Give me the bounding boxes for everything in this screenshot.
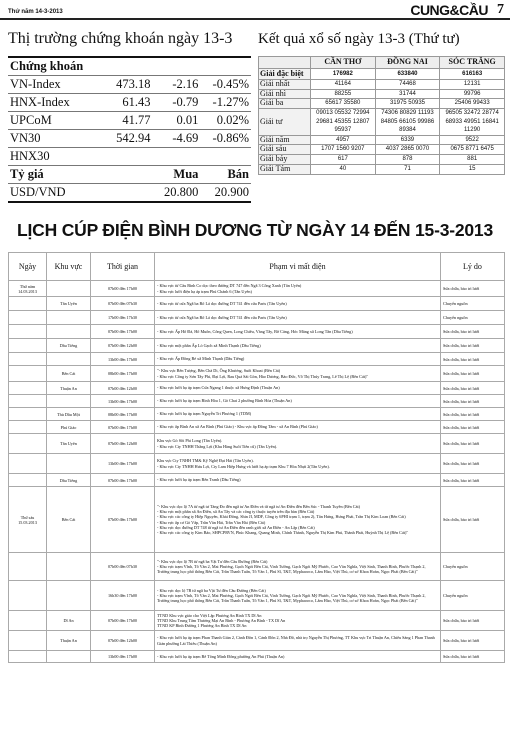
stock-value: 41.77 [104, 112, 152, 130]
page-number: 7 [497, 2, 504, 17]
prize-numbers: 96505 32472 28774 68933 49951 16841 11290 [440, 109, 505, 136]
schedule-day [9, 553, 47, 581]
stock-title: Thị trường chứng khoán ngày 13-3 [8, 30, 233, 47]
col-header-time: Thời gian [91, 253, 155, 281]
schedule-day [9, 631, 47, 651]
schedule-area: Thuận An [47, 631, 91, 651]
schedule-scope: - Khu vực lưới hạ áp trạm Bến Tranh (Dầu Tiếng) [155, 474, 441, 487]
schedule-scope: "- Khu vực dọc lộ 7B từ ngã ba Vật Tư đến Cầu Đường (Bến Cát) - Khu vực trạm Vĩnh, Tô Văn 2, Mai Phương, Gạch Ngói Bến Cát, Vinh Tường, Gạch Ngói Mỹ Phước, Cao Văn Nghĩa, Việt Sinh, Thanh Bình, Phước Thạnh 2, Trường trung học phổ thông Bến Cát, Trần Thanh Tuấn, Tô Văn 1, Phú Sĩ, T&T, Myphaooco, Lâm Hào, Việt Thủ, cơ sở Khoa Hoàn, Ngọc Phát (Bến Cát)" [155, 553, 441, 581]
prize-numbers: 31744 [375, 89, 440, 99]
prize-label: Giải bảy [259, 155, 311, 165]
prize-numbers: 6339 [375, 135, 440, 145]
stock-name: VN-Index [8, 76, 104, 94]
prize-numbers: 4037 2865 0070 [375, 145, 440, 155]
schedule-scope: - Khu vực lưới hạ áp trạm Phan Thanh Giản 2, Cảnh Đôn 1, Cảnh Đôn 2, Nhà Đô, nhà trọ Nguyễn Thị Phương, TT Khu vực Tri Thuận An, Chiếu Sáng 1 Phan Thanh Giản phường Lái Thiêu (Thuận An) [155, 631, 441, 651]
stock-change [152, 57, 200, 76]
stock-value: 542.94 [104, 130, 152, 148]
brand-logo: CUNG&CẦU [410, 2, 488, 18]
stock-value [104, 57, 152, 76]
schedule-time: 07h00 đến 12h00 [91, 382, 155, 395]
schedule-time: 13h00 đến 17h00 [91, 651, 155, 663]
schedule-reason: Sửa chữa, bảo trì lưới [441, 611, 505, 631]
schedule-row [9, 581, 505, 611]
stock-row [8, 184, 251, 203]
schedule-day [9, 353, 47, 366]
schedule-area: Dầu Tiếng [47, 474, 91, 487]
schedule-reason: Sửa chữa, bảo trì lưới [441, 454, 505, 474]
schedule-time: 07h00 đến 12h00 [91, 631, 155, 651]
header-rule [0, 18, 510, 20]
prize-numbers: 74468 [375, 80, 440, 90]
stock-percent [200, 57, 251, 76]
col-header-scope: Phạm vi mất điện [155, 253, 441, 281]
schedule-row [9, 408, 505, 421]
schedule-row [9, 553, 505, 581]
schedule-day [9, 382, 47, 395]
prize-numbers: 74306 80829 11193 84805 66105 99986 89384 [375, 109, 440, 136]
schedule-reason: Sửa chữa, bảo trì lưới [441, 395, 505, 408]
schedule-reason: Chuyển nguồn [441, 553, 505, 581]
prize-numbers: 15 [440, 165, 505, 175]
stock-change: 20.800 [152, 184, 200, 203]
schedule-reason: Chuyển nguồn [441, 311, 505, 325]
stock-percent: -0.86% [200, 130, 251, 148]
stock-name: HNX30 [8, 148, 104, 166]
schedule-day [9, 297, 47, 311]
schedule-time: 13h00 đến 17h00 [91, 395, 155, 408]
schedule-area [47, 651, 91, 663]
schedule-area [47, 325, 91, 339]
schedule-scope: TTND Khu vực giáo cho Việt Lập Phương An Bình TX Dĩ An TTND Khu Trung Tâm Thương Mại An Bình - Phương An Bình - TX Dĩ An TTND KP Bình Đường 1 Phương An Bình TX Dĩ An [155, 611, 441, 631]
stock-change: Mua [152, 166, 200, 184]
schedule-area: Thủ Dầu Một [47, 408, 91, 421]
schedule-scope: - Khu vực từ cửa Ngã ba Bố Lá dọc đường DT 741 đến cửa Paris (Tân Uyên) [155, 297, 441, 311]
lottery-row [259, 89, 505, 99]
stock-name: USD/VND [8, 184, 104, 203]
stock-row [8, 76, 251, 94]
lottery-row [259, 155, 505, 165]
schedule-time: 13h00 đến 17h00 [91, 353, 155, 366]
stock-change: -0.79 [152, 94, 200, 112]
schedule-area: Thuận An [47, 382, 91, 395]
schedule-row [9, 421, 505, 434]
prize-numbers: 41164 [311, 80, 376, 90]
power-schedule-table [8, 252, 505, 663]
schedule-area [47, 395, 91, 408]
lottery-table [258, 56, 505, 175]
prize-label: Giải sáu [259, 145, 311, 155]
stock-value [104, 184, 152, 203]
prize-label: Giải nhất [259, 80, 311, 90]
lottery-row [259, 80, 505, 90]
schedule-area: Bến Cát [47, 366, 91, 382]
lottery-corner [259, 57, 311, 69]
schedule-time: 07h00 đến 17h00 [91, 325, 155, 339]
schedule-day [9, 454, 47, 474]
stock-name: UPCoM [8, 112, 104, 130]
stock-percent [200, 148, 251, 166]
schedule-row [9, 434, 505, 454]
power-schedule-title: LỊCH CÚP ĐIỆN BÌNH DƯƠNG TỪ NGÀY 14 ĐẾN 15-3-2013 [17, 220, 493, 240]
schedule-scope: Khu vực Gò Sồi Phi Long (Tân Uyên). - Khu vực Cty TNHH Thắng Lợi (Khu Hàng Suối Tiên cũ) (Tân Uyên). [155, 434, 441, 454]
prize-numbers: 65617 35580 [311, 99, 376, 109]
stock-name: Chứng khoán [8, 57, 104, 76]
col-header-reason: Lý do [441, 253, 505, 281]
schedule-row [9, 339, 505, 353]
prize-numbers: 633840 [375, 69, 440, 80]
schedule-day [9, 421, 47, 434]
schedule-time: 08h00 đến 17h00 [91, 366, 155, 382]
prize-numbers: 1707 1560 9207 [311, 145, 376, 155]
schedule-scope: - Khu vực ấp Bình An xã An Bình (Phú Giáo) - Khu vực ấp Đồng Tâm - xã An Bình (Phú Giáo) [155, 421, 441, 434]
schedule-row [9, 611, 505, 631]
schedule-reason: Sửa chữa, bảo trì lưới [441, 408, 505, 421]
stock-value [104, 148, 152, 166]
schedule-scope: - Khu vực từ Cầu Bình Co dọc theo đường DT 747 đến Ngã 3 Công Xanh (Tân Uyên) - Khu vực lưới điện hạ áp trạm Phú Chánh 6 (Tân Uyên) [155, 281, 441, 297]
stock-percent: Bán [200, 166, 251, 184]
schedule-reason: Sửa chữa, bảo trì lưới [441, 382, 505, 395]
schedule-time: 07h00 đến 17h00 [91, 281, 155, 297]
schedule-day [9, 395, 47, 408]
col-header-area: Khu vực [47, 253, 91, 281]
prize-numbers: 99796 [440, 89, 505, 99]
prize-numbers: 881 [440, 155, 505, 165]
stock-change: -4.69 [152, 130, 200, 148]
prize-label: Giải đặc biệt [259, 69, 311, 80]
lottery-row [259, 99, 505, 109]
schedule-reason: Sửa chữa, bảo trì lưới [441, 434, 505, 454]
schedule-area: Dĩ An [47, 611, 91, 631]
stock-value: 473.18 [104, 76, 152, 94]
schedule-reason: Sửa chữa, bảo trì lưới [441, 651, 505, 663]
schedule-reason: Sửa chữa, bảo trì lưới [441, 281, 505, 297]
schedule-day [9, 408, 47, 421]
prize-numbers: 88255 [311, 89, 376, 99]
stock-row [8, 130, 251, 148]
schedule-row [9, 297, 505, 311]
schedule-scope: "- Khu vực Bến Tượng, Bến Chà Di, Ông Khương, Suối Khoai (Bến Cát) - Khu vực Công ty Sơn Tây Phi, Đại Lợi, Rau Quả Sài Gòn, Hào Dương, Bảo Đức, Võ Thị Thúy Trang, Lê Thị Lệ (Bến Cát)" [155, 366, 441, 382]
page-header [0, 0, 510, 22]
stock-name: Tỷ giá [8, 166, 104, 184]
schedule-reason: Sửa chữa, bảo trì lưới [441, 325, 505, 339]
stock-percent: -1.27% [200, 94, 251, 112]
schedule-scope: - Khu vực lưới hạ áp trạm Bình Hòa 1, Gò Chai 2 phường Bình Hòa (Thuận An) [155, 395, 441, 408]
schedule-row [9, 651, 505, 663]
lottery-col-header: ĐỒNG NAI [375, 57, 440, 69]
schedule-reason: Sửa chữa, bảo trì lưới [441, 339, 505, 353]
schedule-scope: - Khu vực Ấp Hố Đá, Hố Muôn, Công Quen, Long Chiêu, Vàng Tây, Bờ Căng, Hóc Măng xã Long Tân (Dầu Tiếng) [155, 325, 441, 339]
schedule-reason: Sửa chữa, bảo trì lưới [441, 487, 505, 553]
lottery-row [259, 69, 505, 80]
stock-row [8, 94, 251, 112]
schedule-time: 07h00 đến 12h00 [91, 339, 155, 353]
lottery-col-header: SÓC TRĂNG [440, 57, 505, 69]
lottery-row [259, 109, 505, 136]
prize-numbers: 9522 [440, 135, 505, 145]
schedule-scope: - Khu vực lưới hạ áp trạm Cửa Ngang 1 thuộc xã Hưng Định (Thuận An) [155, 382, 441, 395]
col-header-day: Ngày [9, 253, 47, 281]
stock-percent: -0.45% [200, 76, 251, 94]
schedule-reason: Sửa chữa, bảo trì lưới [441, 421, 505, 434]
schedule-day [9, 339, 47, 353]
schedule-time: 08h00 đến 17h00 [91, 408, 155, 421]
prize-numbers: 878 [375, 155, 440, 165]
schedule-row [9, 487, 505, 553]
schedule-time: 07h00 đến 17h00 [91, 421, 155, 434]
schedule-scope: - Khu vực từ cửa Ngã ba Bố Lá dọc đường DT 741 đến cửa Paris (Tân Uyên) [155, 311, 441, 325]
schedule-time: 07h00 đến 17h00 [91, 611, 155, 631]
prize-numbers: 40 [311, 165, 376, 175]
prize-numbers: 09013 05532 72994 29681 45355 12807 95937 [311, 109, 376, 136]
schedule-area [47, 553, 91, 581]
stock-row [8, 57, 251, 76]
prize-label: Giải tư [259, 109, 311, 136]
schedule-row [9, 395, 505, 408]
schedule-time: 07h00 đến 07h30 [91, 553, 155, 581]
schedule-day [9, 311, 47, 325]
schedule-area [47, 311, 91, 325]
prize-numbers: 4957 [311, 135, 376, 145]
schedule-time: 07h00 đến 17h00 [91, 474, 155, 487]
schedule-reason: Sửa chữa, bảo trì lưới [441, 366, 505, 382]
schedule-scope: - Khu vực Ấp Đồng Bé xã Minh Thạnh (Dầu Tiếng) [155, 353, 441, 366]
prize-numbers: 0675 8771 6475 [440, 145, 505, 155]
schedule-row [9, 454, 505, 474]
lottery-col-header: CẦN THƠ [311, 57, 376, 69]
stock-name: HNX-Index [8, 94, 104, 112]
schedule-area [47, 281, 91, 297]
prize-numbers: 12131 [440, 80, 505, 90]
prize-numbers: 31975 50935 [375, 99, 440, 109]
schedule-scope: Khu vực Cty TNHH TM& Kỹ Nghệ Đại Hải (Tân Uyên). - Khu vực Cty TNHH Hưu Lợi, Cty Lam Hiệp Hưng và lưới hạ áp trạm Khu 7 Hòa Nhựt 2(Tân Uyên). [155, 454, 441, 474]
schedule-day [9, 611, 47, 631]
schedule-reason: Sửa chữa, bảo trì lưới [441, 353, 505, 366]
schedule-scope: "- Khu vực dọc lộ 7A từ ngã tư Tăng Đo đến ngã tư An Điền và từ ngã tư An Điền đến Bến Súc - Thanh Tuyền (Bến Cát) - Khu vực một phần xã An Điền, xã An Tây và các công ty thuộc tuyến trên địa bàn (Bến Cát) - Khu vực các công ty Hiệp Nguyên, Khải Đông, Shin JI, MDF, Công ty 6PHI trạm 1, trạm 2), Tân Hưng, Hưng Phát, Trần Thị Kim Loan (Bến Cát) - Khu vực ấp cơ Gò Vấp, Trần Văn Hải, Trần Văn Hải (Bến Cát) - Khu vực dọc đường DT 748 từ ngã tư An Điền đến ranh giới xã An Điền - An Lập (Bến Cát) - Khu vực các công ty Kim Báo, SHPCPRVN, Phúc Khang, Quang Minh, Chính Thành, Nguyễn Thị Kim Phú, Thành Phát, Huỳnh Thị Lệ (Bến Cát)" [155, 487, 441, 553]
schedule-row [9, 382, 505, 395]
schedule-area [47, 454, 91, 474]
schedule-day [9, 366, 47, 382]
schedule-time: 07h00 đến 07h30 [91, 297, 155, 311]
prize-label: Giải năm [259, 135, 311, 145]
prize-numbers: 71 [375, 165, 440, 175]
stock-change: 0.01 [152, 112, 200, 130]
schedule-day: Thứ năm 14.03.2013 [9, 281, 47, 297]
issue-date: Thứ năm 14-3-2013 [8, 9, 63, 15]
prize-label: Giải ba [259, 99, 311, 109]
schedule-time: 13h00 đến 17h00 [91, 454, 155, 474]
prize-label: Giải Tám [259, 165, 311, 175]
stock-value [104, 166, 152, 184]
schedule-row [9, 311, 505, 325]
schedule-row [9, 366, 505, 382]
schedule-time: 17h00 đến 17h30 [91, 311, 155, 325]
schedule-time: 16h30 đến 17h00 [91, 581, 155, 611]
schedule-area: Tân Uyên [47, 434, 91, 454]
stock-percent: 0.02% [200, 112, 251, 130]
schedule-area: Tân Uyên [47, 297, 91, 311]
stock-name: VN30 [8, 130, 104, 148]
schedule-day [9, 581, 47, 611]
schedule-time: 07h00 đến 12h00 [91, 434, 155, 454]
schedule-reason: Chuyển nguồn [441, 297, 505, 311]
schedule-area [47, 353, 91, 366]
stock-table [8, 56, 251, 203]
schedule-area: Dầu Tiếng [47, 339, 91, 353]
stock-row [8, 112, 251, 130]
schedule-reason: Sửa chữa, bảo trì lưới [441, 474, 505, 487]
schedule-scope: - Khu vực dọc lộ 7B từ ngã ba Vật Tư đến Cầu Đường (Bến Cát) - Khu vực trạm Vĩnh, Tô Văn 2, Mai Phương, Gạch Ngói Bến Cát, Vinh Tường, Gạch Ngói Mỹ Phước, Cao Văn Nghĩa, Việt Sinh, Thanh Bình, Phước Thạnh 2, Trường trung học phổ thông Bến Cát, Trần Thanh Tuấn, Tô Văn 1, Phú Sĩ, T&T, Myphaooco, Lâm Hào, Việt Thủ, cơ sở Khoa Hoàn, Ngọc Phát (Bến Cát)" [155, 581, 441, 611]
schedule-row [9, 281, 505, 297]
schedule-scope: - Khu vực lưới hạ áp trạm Bê Tông Minh Đông phường An Phú (Thuận An) [155, 651, 441, 663]
schedule-row [9, 631, 505, 651]
prize-numbers: 176982 [311, 69, 376, 80]
schedule-area: Phú Giáo [47, 421, 91, 434]
lottery-row [259, 165, 505, 175]
schedule-day [9, 325, 47, 339]
schedule-row [9, 325, 505, 339]
schedule-day [9, 651, 47, 663]
lottery-row [259, 135, 505, 145]
schedule-day [9, 434, 47, 454]
stock-change [152, 148, 200, 166]
stock-row [8, 166, 251, 184]
prize-numbers: 616163 [440, 69, 505, 80]
stock-percent: 20.900 [200, 184, 251, 203]
lottery-row [259, 145, 505, 155]
schedule-time: 07h00 đến 17h00 [91, 487, 155, 553]
lottery-title: Kết quả xổ số ngày 13-3 (Thứ tư) [258, 31, 460, 47]
schedule-scope: - Khu vực lưới hạ áp trạm Nguyễn Tri Phương 1 (TDM) [155, 408, 441, 421]
prize-label: Giải nhì [259, 89, 311, 99]
prize-numbers: 25406 99433 [440, 99, 505, 109]
schedule-reason: Chuyển nguồn [441, 581, 505, 611]
schedule-day [9, 474, 47, 487]
schedule-row [9, 474, 505, 487]
prize-numbers: 617 [311, 155, 376, 165]
stock-value: 61.43 [104, 94, 152, 112]
schedule-reason: Sửa chữa, bảo trì lưới [441, 631, 505, 651]
stock-change: -2.16 [152, 76, 200, 94]
schedule-scope: - Khu vực một phần Ấp Lò Gạch xã Minh Thạnh (Dầu Tiếng) [155, 339, 441, 353]
schedule-area [47, 581, 91, 611]
stock-row [8, 148, 251, 166]
schedule-area: Bến Cát [47, 487, 91, 553]
schedule-row [9, 353, 505, 366]
schedule-day: Thứ sáu 15.03.2013 [9, 487, 47, 553]
